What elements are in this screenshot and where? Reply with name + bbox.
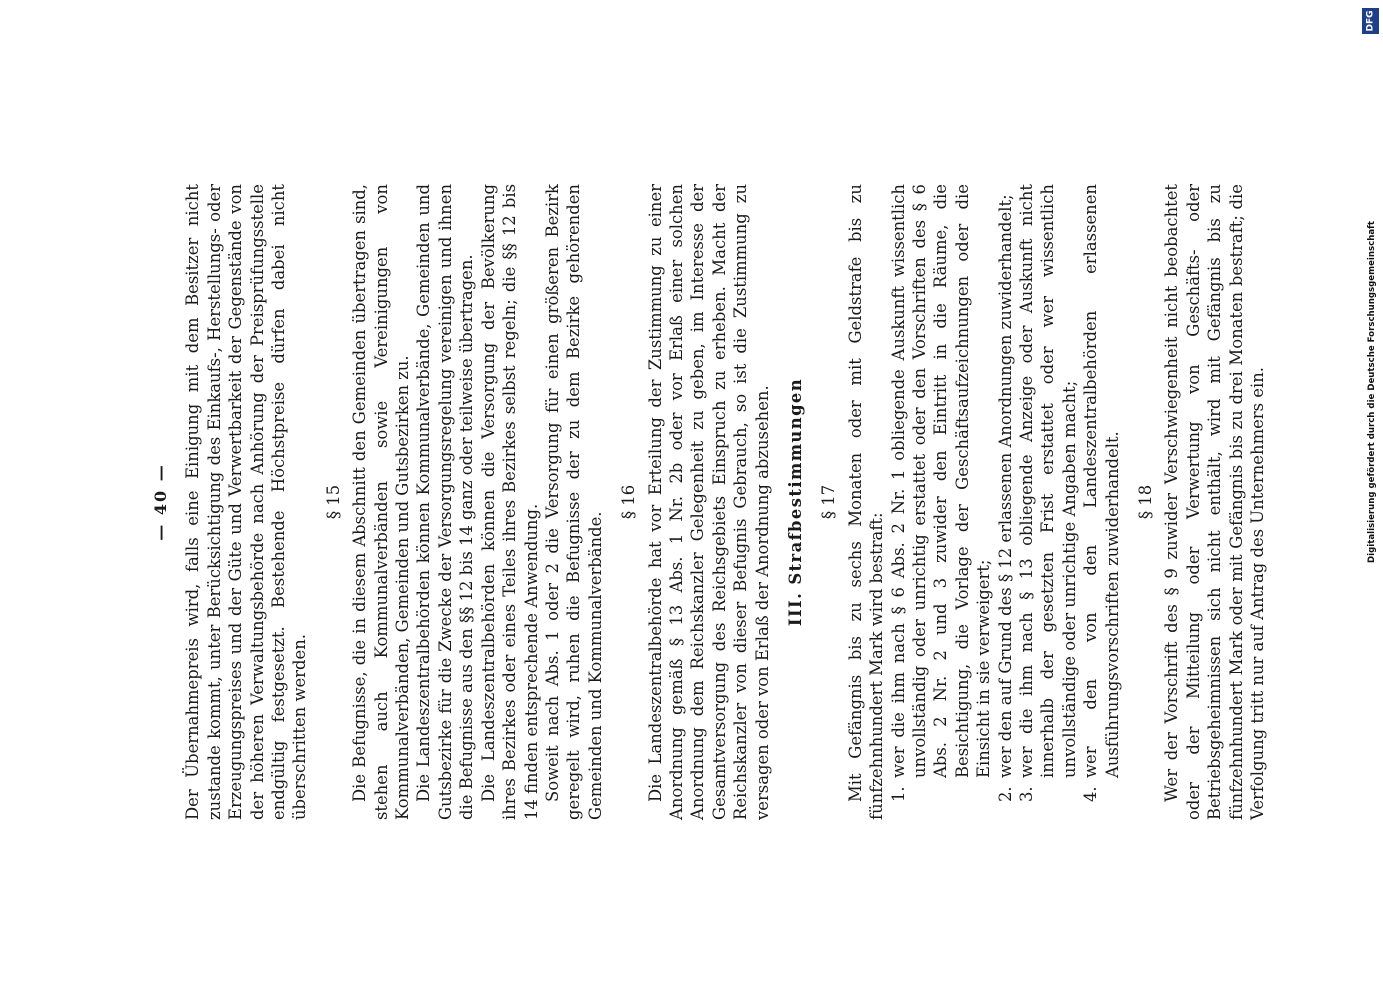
section-18-heading: § 18: [1136, 484, 1156, 520]
dfg-logo-text: DFG: [1365, 10, 1376, 32]
section-18-paragraph-1: Wer der Vorschrift des § 9 zuwider Verschwiegenheit nicht beobachtet oder der Mitteilung oder Verwertung von Geschäfts- oder Betriebsgeheimnissen sich nicht enthält, wird mit Gefängnis bis zu fünfzehnhundert Mark oder mit Gefängnis bis zu drei Monaten bestraft; die Verfolgung tritt nur auf Antrag des Unternehmers ein.: [1162, 184, 1268, 820]
section-17-list: [888, 184, 1123, 802]
list-item-text: wer den von den Landeszentralbehörden erlassenen Ausführungsvorschriften zuwiderhandelt.: [1081, 184, 1122, 778]
list-item: [888, 184, 995, 802]
intro-paragraph: Der Übernahmepreis wird, falls eine Einigung mit dem Besitzer nicht zustande kommt, unter Berücksichtigung des Einkaufs-, Herstellungs- oder Erzeugungspreises und der Güte und Verwertbarkeit der Gegenstände von der höheren Verwaltungsbehörde nach Anhörung der Preisprüfungsstelle endgültig festgesetzt. Bestehende Höchstpreise dürfen dabei nicht überschritten werden.: [183, 184, 310, 820]
section-15-paragraph-4: Soweit nach Abs. 1 oder 2 die Versorgung für einen größeren Bezirk geregelt wird, ruhen die Befugnisse der zu dem Bezirke gehörenden Gemeinden und Kommunalverbände.: [542, 184, 605, 820]
section-17-heading: § 17: [819, 484, 839, 520]
dfg-watermark: [1358, 0, 1383, 1000]
dfg-credit-text: Digitalisierung gefördert durch die Deutsche Forschungsgemeinschaft: [1367, 221, 1377, 563]
section-15-paragraph-3: Die Landeszentralbehörden können die Versorgung der Bevölkerung ihres Bezirkes oder eines Teiles ihres Bezirkes selbst regeln; die §§ 12 bis 14 finden entsprechende Anwendung.: [478, 184, 541, 820]
list-item-text: wer die ihm nach § 13 obliegende Anzeige oder Auskunft nicht innerhalb der gesetzten Frist erstattet oder wer wissentlich unvollständige oder unrichtige Angaben macht;: [1017, 184, 1079, 778]
document-page: [150, 184, 1268, 820]
part-3-heading: III. Strafbestimmungen: [785, 377, 805, 627]
section-15-paragraph-2: Die Landeszentralbehörden können Kommunalverbände, Gemeinden und Gutsbezirke für die Zwecke der Versorgungsregelung vereinigen und ihnen die Befugnisse aus den §§ 12 bis 14 ganz oder teilweise übertragen.: [414, 184, 477, 820]
list-item-text: wer die ihm nach § 6 Abs. 2 Nr. 1 obliegende Auskunft wissentlich unvollständig oder unrichtig erstattet oder den Vorschriften des § 6 Abs. 2 Nr. 2 und 3 zuwider den Eintritt in die Räume, die Besichtigung, die Vorlage der Geschäftsaufzeichnungen oder die Einsicht in sie verweigert;: [888, 184, 994, 778]
page-number: — 40 —: [151, 463, 170, 541]
section-15-heading: § 15: [323, 484, 343, 520]
section-17-lead: Mit Gefängnis bis zu sechs Monaten oder mit Geldstrafe bis zu fünfzehnhundert Mark wird bestraft:: [845, 184, 887, 820]
list-item-number: 1.: [888, 786, 908, 802]
list-item: [1080, 184, 1123, 802]
list-item-text: wer den auf Grund des § 12 erlassenen Anordnungen zuwiderhandelt;: [995, 194, 1015, 778]
section-15-paragraph-1: Die Befugnisse, die in diesem Abschnitt den Gemeinden übertragen sind, stehen auch Kommunalverbänden sowie Vereinigungen von Kommunalverbänden, Gemeinden und Gutsbezirken zu.: [350, 184, 413, 820]
list-item-number: 4.: [1081, 786, 1101, 802]
section-16-paragraph-1: Die Landeszentralbehörde hat vor Erteilung der Zustimmung zu einer Anordnung gemäß § 13 Abs. 1 Nr. 2b oder vor Erlaß einer solchen Anordnung dem Reichskanzler Gelegenheit zu geben, im Interesse der Gesamtversorgung des Reichsgebiets Einspruch zu erheben. Macht der Reichskanzler von dieser Befugnis Gebrauch, so ist die Zustimmung zu versagen oder von Erlaß der Anordnung abzusehen.: [645, 184, 772, 820]
list-item: [1016, 184, 1080, 802]
list-item: [995, 184, 1016, 802]
list-item-number: 2.: [995, 786, 1015, 802]
list-item-number: 3.: [1017, 786, 1037, 802]
dfg-logo: [1362, 8, 1379, 34]
section-16-heading: § 16: [619, 484, 639, 520]
